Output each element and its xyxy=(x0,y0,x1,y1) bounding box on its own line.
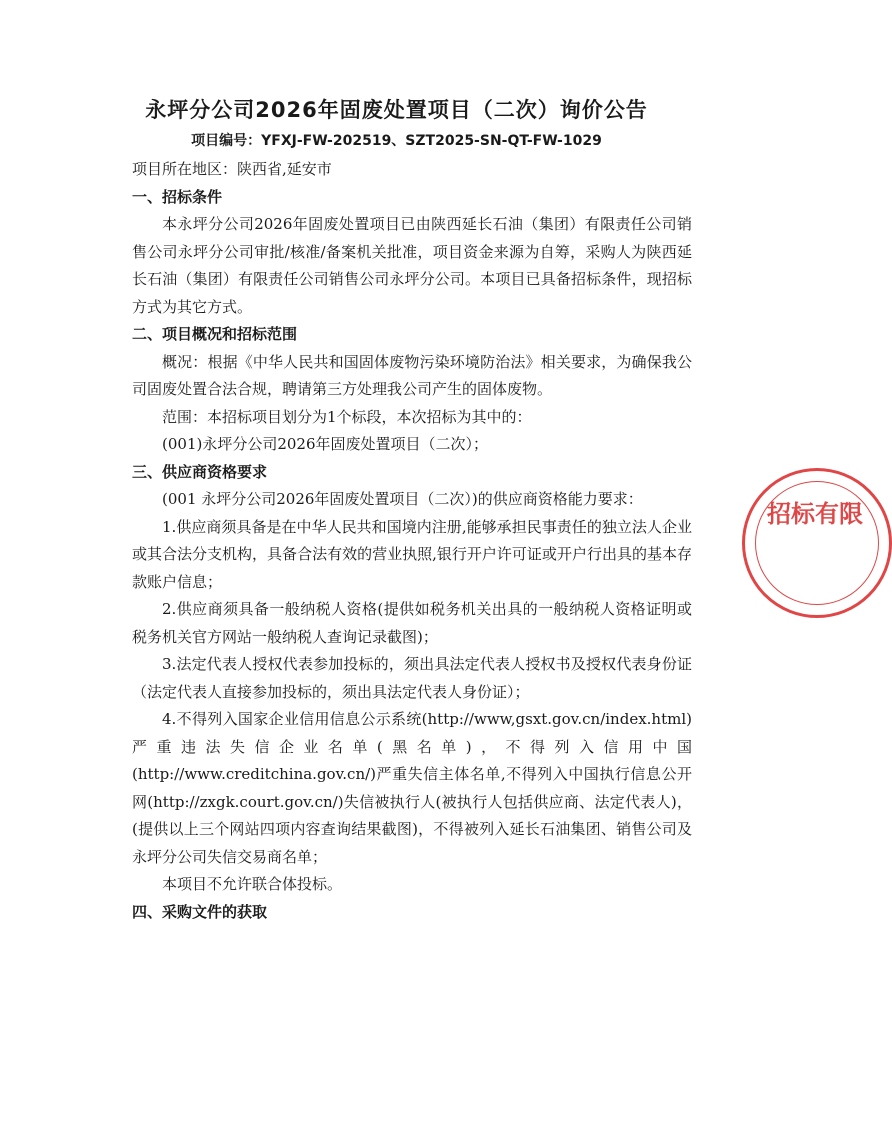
requirement-3: 3.法定代表人授权代表参加投标的，须出具法定代表人授权书及授权代表身份证（法定代表人直接参加投标的，须出具法定代表人身份证）； xyxy=(132,655,692,701)
requirement-4: 4.不得列入国家企业信用信息公示系统(http://www,gsxt.gov.cn/index.html)严重违法失信企业名单(黑名单)，不得列入信用中国(http://www.creditchina.gov.cn/)严重失信主体名单,不得列入中国执行信息公开网(http://zxgk.court.gov.cn/)失信被执行人(被执行人包括供应商、法定代表人)，(提供以上三个网站四项内容查询结果截图)，不得被列入延长石油集团、销售公司及永坪分公司失信交易商名单； xyxy=(132,710,692,866)
section-3-intro: (001 永坪分公司2026年固废处置项目（二次）)的供应商资格能力要求： xyxy=(162,490,643,508)
section-heading-2: 二、项目概况和招标范围 xyxy=(132,325,298,343)
document-title: 永坪分公司2026年固废处置项目（二次）询价公告 xyxy=(145,98,648,122)
section-heading-4: 四、采购文件的获取 xyxy=(132,902,268,921)
document-body xyxy=(132,156,692,926)
red-seal-stamp xyxy=(742,468,892,618)
section-1-paragraph: 本永坪分公司2026年固废处置项目已由陕西延长石油（集团）有限责任公司销售公司永坪分公司审批/核准/备案机关批准，项目资金来源为自筹，采购人为陕西延长石油（集团）有限责任公司销售公司永坪分公司。本项目已具备招标条件，现招标方式为其它方式。 xyxy=(132,215,692,316)
requirement-1: 1.供应商须具备是在中华人民共和国境内注册,能够承担民事责任的独立法人企业或其合法分支机构，具备合法有效的营业执照,银行开户许可证或开户行出具的基本存款账户信息； xyxy=(132,517,692,591)
section-2-overview: 概况：根据《中华人民共和国固体废物污染环境防治法》相关要求，为确保我公司固废处置合法合规，聘请第三方处理我公司产生的固体废物。 xyxy=(132,352,692,398)
section-heading-3: 三、供应商资格要求 xyxy=(132,462,268,481)
seal-text: 招标有限 xyxy=(767,500,863,528)
project-number: 项目编号：YFXJ-FW-202519、SZT2025-SN-QT-FW-1029 xyxy=(191,133,602,149)
no-consortium-note: 本项目不允许联合体投标。 xyxy=(162,875,343,893)
requirement-2: 2.供应商须具备一般纳税人资格(提供如税务机关出具的一般纳税人资格证明或税务机关官方网站一般纳税人查询记录截图)； xyxy=(132,600,692,646)
section-2-lot: (001)永坪分公司2026年固废处置项目（二次）； xyxy=(162,435,489,453)
section-2-scope: 范围：本招标项目划分为1个标段，本次招标为其中的： xyxy=(162,407,532,426)
project-region: 项目所在地区：陕西省,延安市 xyxy=(132,160,332,178)
section-heading-1: 一、招标条件 xyxy=(132,187,223,206)
